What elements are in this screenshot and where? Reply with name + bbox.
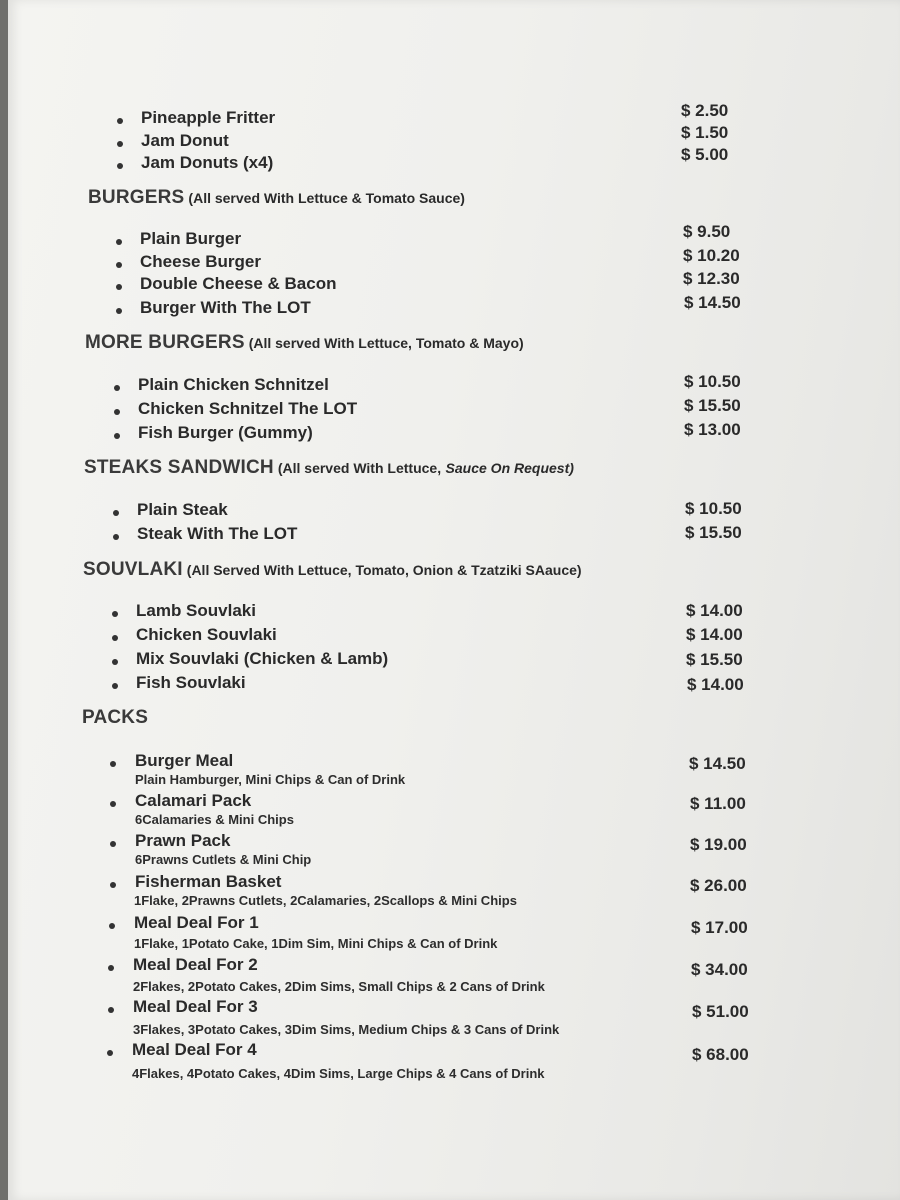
item-name: Calamari Pack	[135, 791, 252, 810]
item-name: Chicken Schnitzel The LOT	[138, 399, 358, 418]
section-note-italic: Sauce On Request)	[445, 460, 574, 476]
item-price: $ 12.30	[683, 269, 740, 288]
bullet-icon	[117, 163, 123, 169]
section-title: MORE BURGERS	[85, 332, 245, 353]
bullet-icon	[116, 284, 122, 290]
item-name: Meal Deal For 1	[134, 913, 259, 932]
item-description: 1Flake, 2Prawns Cutlets, 2Calamaries, 2Scallops & Mini Chips	[134, 893, 517, 908]
bullet-icon	[116, 262, 122, 268]
item-name: Jam Donut	[141, 131, 229, 150]
item-name: Plain Steak	[137, 500, 228, 519]
section-note: (All served With Lettuce & Tomato Sauce)	[188, 190, 465, 206]
item-price: $ 1.50	[681, 123, 729, 142]
item-name: Meal Deal For 3	[133, 997, 258, 1016]
bullet-icon	[108, 1007, 114, 1013]
item-description: 6Calamaries & Mini Chips	[135, 812, 294, 827]
item-price: $ 68.00	[692, 1045, 749, 1064]
bullet-icon	[112, 611, 118, 617]
item-price: $ 51.00	[692, 1002, 749, 1021]
item-price: $ 5.00	[681, 145, 729, 164]
item-description: 3Flakes, 3Potato Cakes, 3Dim Sims, Medium Chips & 3 Cans of Drink	[133, 1022, 560, 1037]
item-name: Fish Souvlaki	[136, 673, 246, 692]
item-description: 1Flake, 1Potato Cake, 1Dim Sim, Mini Chips & Can of Drink	[134, 936, 498, 951]
item-name: Mix Souvlaki (Chicken & Lamb)	[136, 649, 389, 668]
section-title: PACKS	[82, 707, 149, 728]
bullet-icon	[114, 433, 120, 439]
item-description: 4Flakes, 4Potato Cakes, 4Dim Sims, Large Chips & 4 Cans of Drink	[132, 1066, 545, 1081]
bullet-icon	[117, 141, 123, 147]
bullet-icon	[107, 1050, 113, 1056]
bullet-icon	[114, 385, 120, 391]
item-name: Fisherman Basket	[135, 872, 282, 891]
item-price: $ 14.00	[687, 675, 744, 694]
item-price: $ 14.50	[689, 754, 746, 773]
item-price: $ 34.00	[691, 960, 748, 979]
item-name: Lamb Souvlaki	[136, 601, 256, 620]
item-price: $ 17.00	[691, 918, 748, 937]
section-title: SOUVLAKI	[83, 559, 183, 580]
bullet-icon	[114, 409, 120, 415]
section-heading-burgers	[88, 187, 465, 209]
bullet-icon	[116, 239, 122, 245]
item-name: Cheese Burger	[140, 252, 261, 271]
section-title: STEAKS SANDWICH	[84, 457, 274, 478]
section-heading-souvlaki	[83, 559, 582, 581]
bullet-icon	[110, 841, 116, 847]
item-price: $ 10.20	[683, 246, 740, 265]
item-name: Meal Deal For 2	[133, 955, 258, 974]
item-price: $ 10.50	[684, 372, 741, 391]
section-title: BURGERS	[88, 187, 185, 208]
bullet-icon	[112, 635, 118, 641]
section-note: (All Served With Lettuce, Tomato, Onion & Tzatziki SAauce)	[186, 562, 582, 578]
item-name: Jam Donuts (x4)	[141, 153, 274, 172]
section-note: (All served With Lettuce,	[277, 460, 442, 476]
item-price: $ 14.00	[686, 601, 743, 620]
section-heading-steaks	[84, 457, 574, 479]
item-price: $ 10.50	[685, 499, 742, 518]
item-name: Burger Meal	[135, 751, 234, 770]
item-price: $ 11.00	[690, 794, 746, 813]
bullet-icon	[117, 118, 123, 124]
item-price: $ 26.00	[690, 876, 747, 895]
item-name: Prawn Pack	[135, 831, 231, 850]
bullet-icon	[112, 683, 118, 689]
item-description: 6Prawns Cutlets & Mini Chip	[135, 852, 312, 867]
item-price: $ 13.00	[684, 420, 741, 439]
bullet-icon	[108, 965, 114, 971]
item-price: $ 15.50	[686, 650, 743, 669]
item-price: $ 15.50	[685, 523, 742, 542]
section-heading-more-burgers	[85, 332, 524, 354]
bullet-icon	[116, 308, 122, 314]
item-name: Double Cheese & Bacon	[140, 274, 337, 293]
item-name: Fish Burger (Gummy)	[138, 423, 313, 442]
bullet-icon	[112, 659, 118, 665]
item-name: Plain Burger	[140, 229, 242, 248]
bullet-icon	[113, 534, 119, 540]
item-price: $ 14.50	[684, 293, 741, 312]
item-name: Meal Deal For 4	[132, 1040, 257, 1059]
section-note: (All served With Lettuce, Tomato & Mayo)	[248, 335, 524, 351]
section-heading-packs	[82, 707, 148, 729]
bullet-icon	[109, 923, 115, 929]
item-price: $ 19.00	[690, 835, 747, 854]
item-description: 2Flakes, 2Potato Cakes, 2Dim Sims, Small Chips & 2 Cans of Drink	[133, 979, 545, 994]
item-name: Pineapple Fritter	[141, 108, 276, 127]
item-name: Chicken Souvlaki	[136, 625, 277, 644]
item-name: Plain Chicken Schnitzel	[138, 375, 329, 394]
bullet-icon	[110, 801, 116, 807]
bullet-icon	[110, 761, 116, 767]
item-description: Plain Hamburger, Mini Chips & Can of Drink	[135, 772, 406, 787]
bullet-icon	[110, 882, 116, 888]
bullet-icon	[113, 510, 119, 516]
item-price: $ 14.00	[686, 625, 743, 644]
item-name: Steak With The LOT	[137, 524, 298, 543]
item-price: $ 9.50	[683, 222, 731, 241]
item-price: $ 2.50	[681, 101, 729, 120]
item-name: Burger With The LOT	[140, 298, 311, 317]
item-price: $ 15.50	[684, 396, 741, 415]
